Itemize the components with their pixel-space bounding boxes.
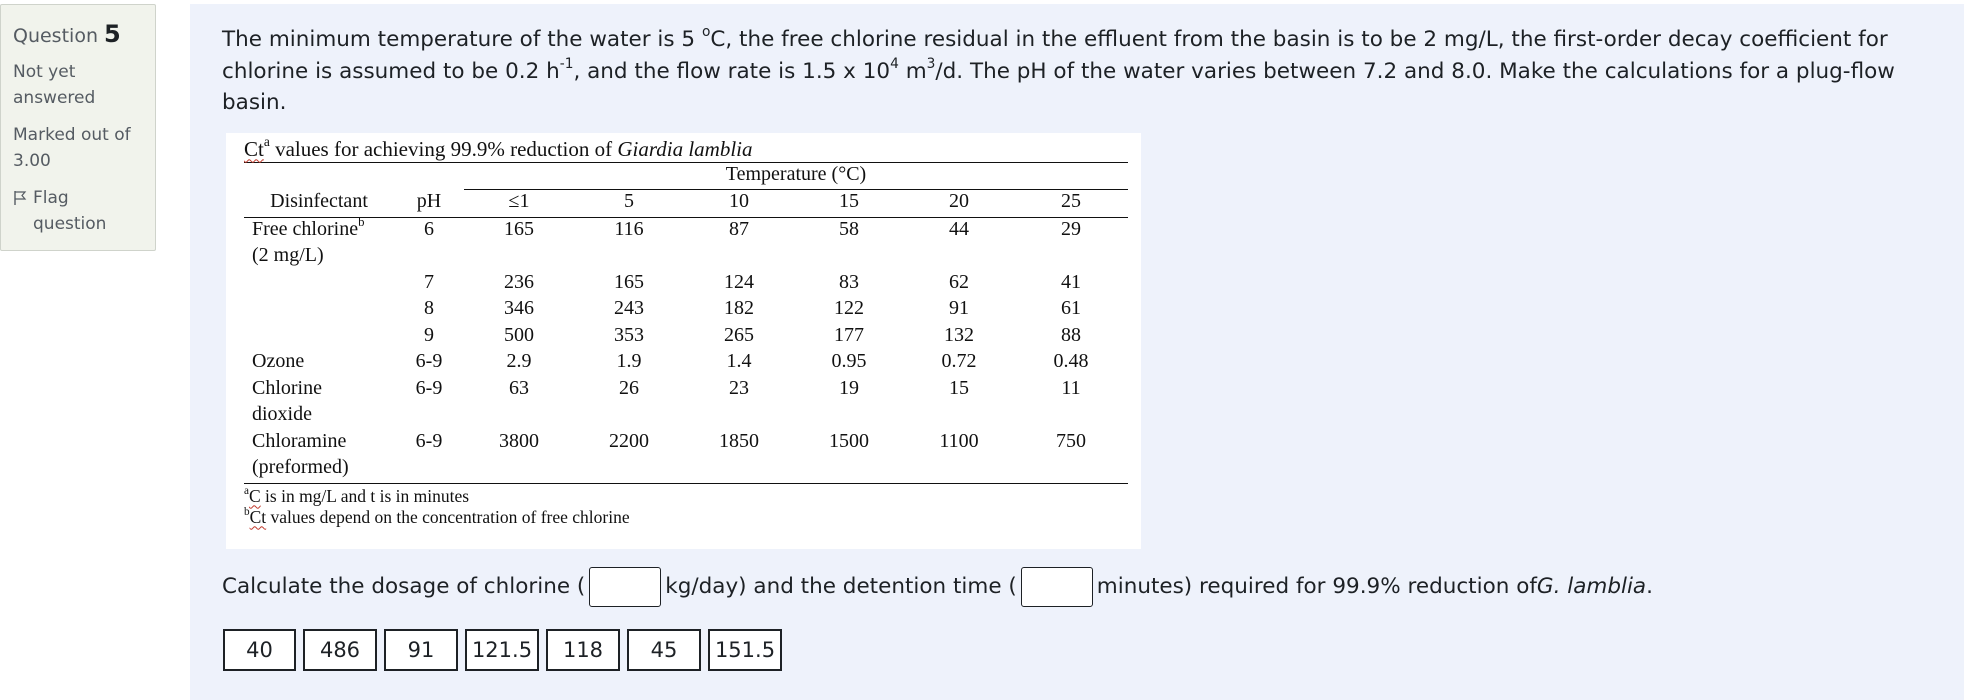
ct-cell: 124	[724, 270, 754, 293]
ct-cell: 62	[949, 270, 969, 293]
ph-cell: 6-9	[415, 429, 443, 452]
ct-cell: 116	[614, 217, 644, 240]
ph-cell: 9	[424, 323, 434, 346]
ct-cell: 87	[729, 217, 749, 240]
header-temp: 15	[794, 190, 904, 218]
question-number: 5	[104, 20, 121, 48]
answer-text: .	[1646, 574, 1653, 599]
ct-cell: 0.95	[831, 350, 867, 372]
header-temp: 10	[684, 190, 794, 218]
question-state: Not yet answered	[13, 62, 96, 108]
ct-cell: 11	[1061, 376, 1081, 399]
ph-cell: 7	[424, 270, 434, 293]
table-row	[244, 271, 1128, 298]
ct-cell: 1100	[939, 429, 979, 452]
ct-cell: 265	[724, 323, 754, 346]
table-row	[244, 456, 1128, 483]
header-temp: ≤1	[464, 190, 574, 218]
ct-cell: 2200	[609, 429, 649, 452]
ct-cell: 58	[839, 217, 859, 240]
detention-time-drop-zone[interactable]	[1021, 567, 1093, 607]
answer-text: minutes) required for 99.9% reduction of	[1096, 574, 1537, 599]
question-info-panel	[0, 4, 156, 251]
footnote-a: $^a$C is in mg/L and t is in minutes	[244, 484, 470, 506]
header-temp: 20	[904, 190, 1014, 218]
choice-chip[interactable]: 121.5	[465, 629, 539, 671]
table-row	[244, 297, 1128, 324]
ct-cell: 122	[834, 297, 864, 319]
disinfectant-name-cont: dioxide	[252, 403, 312, 425]
ct-cell: 165	[614, 270, 644, 293]
ct-cell: 2.9	[506, 350, 532, 372]
disinfectant-name: Chloramine	[252, 429, 347, 452]
ct-cell: 750	[1056, 429, 1086, 452]
ct-cell: 177	[834, 323, 864, 346]
ct-cell: 44	[949, 217, 969, 240]
disinfectant-concentration: (2 mg/L)	[252, 244, 324, 266]
ct-cell: 0.48	[1053, 350, 1089, 372]
ct-cell: 353	[614, 323, 644, 346]
ct-cell: 182	[724, 297, 754, 319]
ct-cell: 236	[504, 270, 534, 293]
disinfectant-name: Ozone	[252, 350, 305, 372]
answer-sentence	[222, 567, 1934, 607]
ph-cell: 6-9	[415, 350, 443, 372]
ct-cell: 29	[1061, 217, 1081, 240]
footnote-b: $^b$Ct values depend on the concentration of free chlorine	[244, 505, 630, 527]
table-row	[244, 430, 1128, 457]
ct-cell: 1850	[719, 429, 759, 452]
answer-text: Calculate the dosage of chlorine (	[222, 574, 586, 599]
answer-text: kg/day) and the detention time (	[665, 574, 1017, 599]
drag-choices	[223, 629, 1934, 671]
question-label: Question	[13, 25, 98, 47]
ct-cell: 15	[949, 376, 969, 399]
disinfectant-name: Chlorine	[252, 376, 322, 399]
ct-cell: 1500	[829, 429, 869, 452]
choice-chip[interactable]: 40	[223, 629, 296, 671]
choice-chip[interactable]: 118	[546, 629, 620, 671]
ct-cell: 346	[504, 297, 534, 319]
ct-values-table	[244, 162, 1128, 484]
ct-cell: 41	[1061, 270, 1081, 293]
dosage-drop-zone[interactable]	[589, 567, 661, 607]
table-row	[244, 217, 1128, 244]
temperature-header: Temperature (°C)	[464, 162, 1128, 190]
header-disinfectant: Disinfectant	[244, 190, 394, 218]
ct-cell: 26	[619, 376, 639, 399]
ct-cell: 1.9	[616, 350, 642, 372]
table-row	[244, 377, 1128, 404]
ct-values-table-image	[226, 133, 1141, 549]
flag-question-link[interactable]	[13, 185, 143, 237]
table-row	[244, 324, 1128, 351]
ph-cell: 6-9	[415, 376, 443, 399]
question-number-line	[13, 21, 143, 49]
table-row	[244, 244, 1128, 271]
table-header-row	[244, 190, 1128, 218]
flag-question-label: Flag question	[33, 188, 107, 234]
question-text: The minimum temperature of the water is 5 $^o$C, the free chlorine residual in the effluent from the basin is to be 2 mg/L, the first-order decay coefficient for chlorine is assumed to be 0.2 $h^{-1}$, and the flow rate is 1.5 x $10^4$ $m^3/d$. The pH of the water varies between 7.2 and 8.0. Make the calculations for a plug-flow basin.	[222, 24, 1895, 115]
question-content	[190, 4, 1964, 700]
header-temp: 5	[574, 190, 684, 218]
disinfectant-name-cont: (preformed)	[244, 456, 394, 483]
header-temp: 25	[1014, 190, 1128, 218]
ct-cell: 19	[839, 376, 859, 399]
ct-cell: 61	[1061, 297, 1081, 319]
ph-cell: 8	[424, 297, 434, 319]
choice-chip[interactable]: 45	[627, 629, 701, 671]
ct-cell: 63	[509, 376, 529, 399]
ct-cell: 3800	[499, 429, 539, 452]
ph-cell: 6	[424, 217, 434, 240]
choice-chip[interactable]: 486	[303, 629, 377, 671]
ct-cell: 0.72	[941, 350, 977, 372]
answer-organism: G. lamblia	[1536, 574, 1647, 599]
choice-chip[interactable]: 151.5	[708, 629, 782, 671]
table-footnotes	[244, 484, 1141, 528]
table-caption: Ct$^a$ values for achieving 99.9% reduction of Giardia lamblia	[244, 134, 753, 161]
table-row	[244, 350, 1128, 377]
ct-cell: 132	[944, 323, 974, 346]
choice-chip[interactable]: 91	[384, 629, 458, 671]
header-ph: pH	[394, 190, 464, 218]
table-row	[244, 403, 1128, 430]
ct-cell: 91	[949, 297, 969, 319]
ct-cell: 1.4	[726, 350, 752, 372]
question-marks: Marked out of 3.00	[13, 125, 131, 171]
ct-cell: 243	[614, 297, 644, 319]
ct-cell: 23	[729, 376, 749, 399]
table-header-temperature	[244, 162, 1128, 190]
ct-cell: 83	[839, 270, 859, 293]
ct-cell: 88	[1061, 323, 1081, 346]
disinfectant-name: Free chlorine$^b$	[252, 214, 365, 240]
ct-cell: 500	[504, 323, 534, 346]
ct-cell: 165	[504, 217, 534, 240]
flag-icon	[13, 190, 27, 206]
